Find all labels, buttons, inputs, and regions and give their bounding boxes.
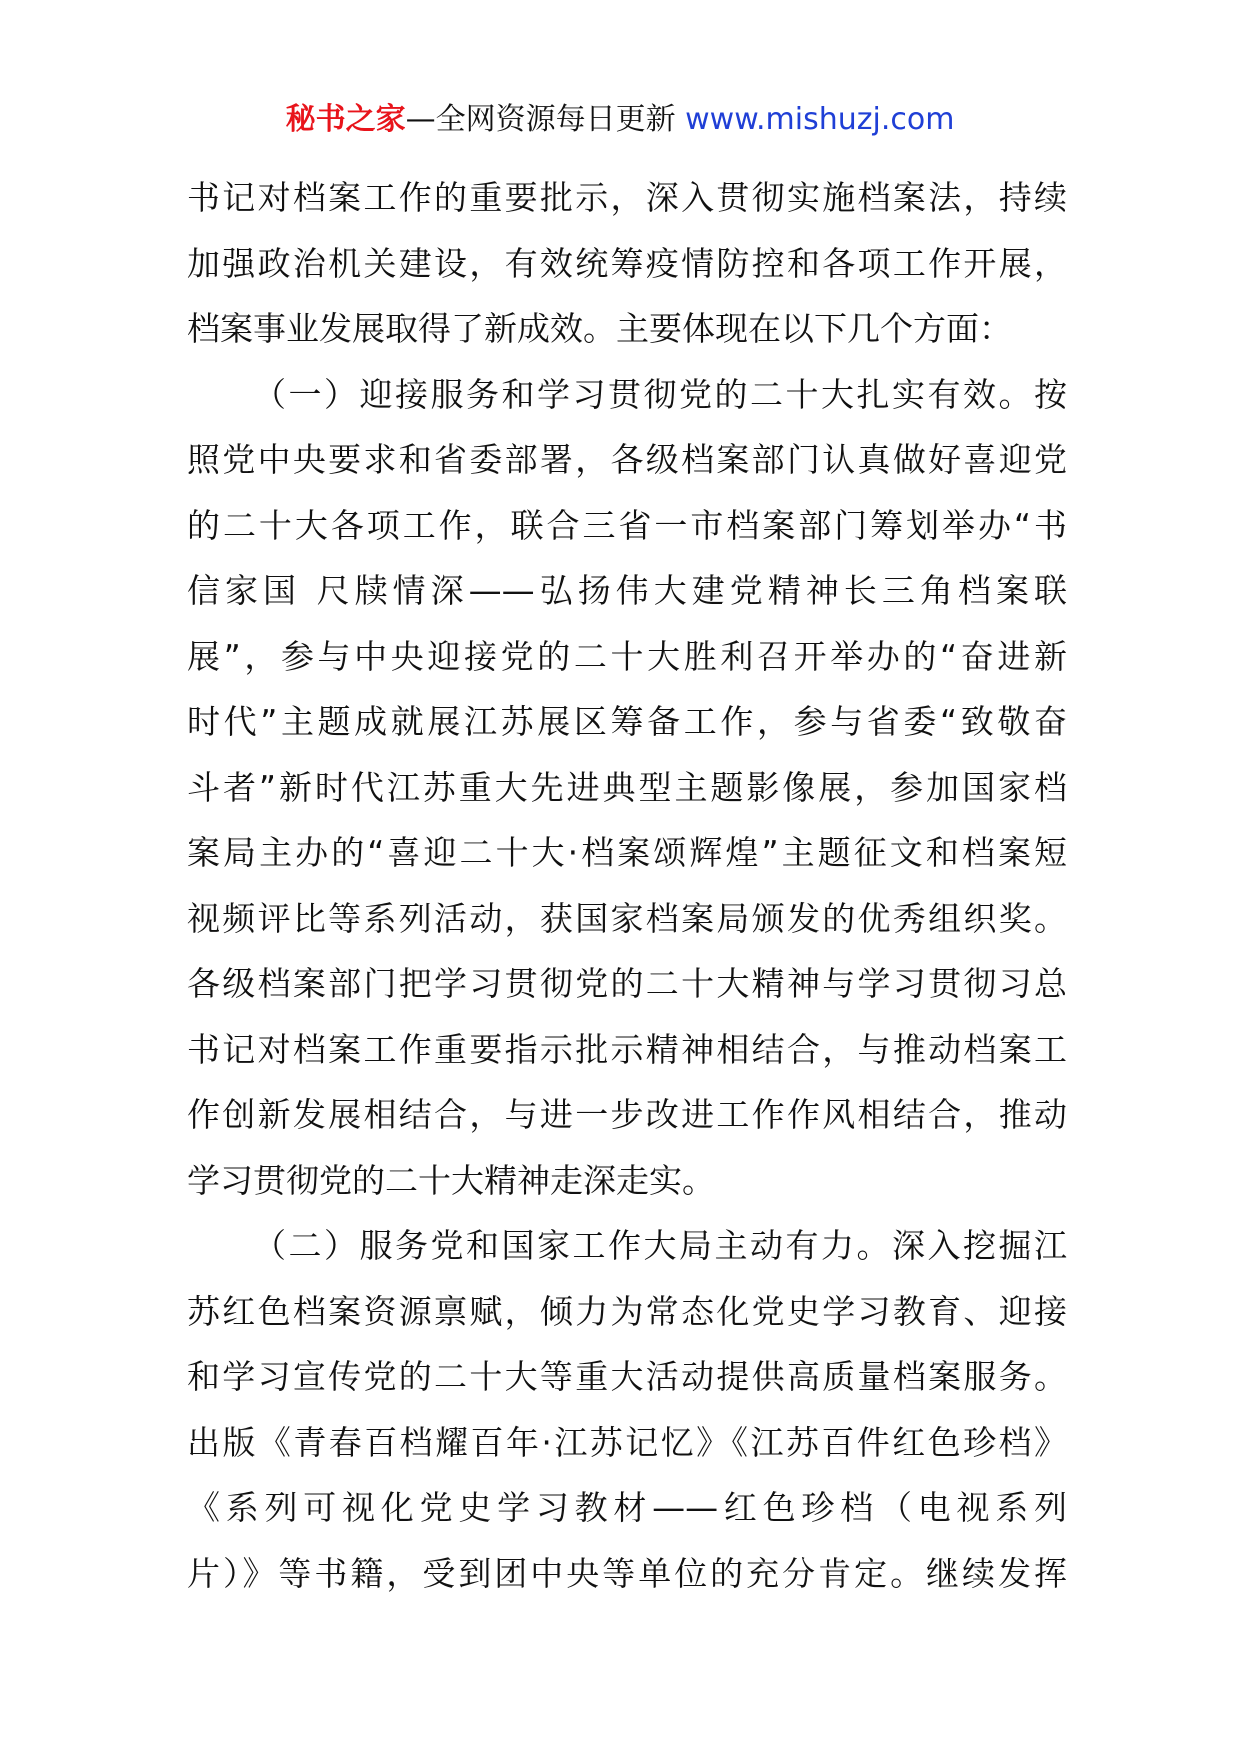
text-line: 斗者”新时代江苏重大先进典型主题影像展，参加国家档 — [187, 767, 1067, 807]
text-line: 片）》等书籍，受到团中央等单位的充分肯定。继续发挥 — [187, 1553, 1067, 1593]
text-line: 案局主办的“喜迎二十大·档案颂辉煌”主题征文和档案短 — [187, 833, 1067, 872]
text-line: 作创新发展相结合，与进一步改进工作作风相结合，推动 — [187, 1095, 1067, 1134]
text-line: 视频评比等系列活动，获国家档案局颁发的优秀组织奖。 — [187, 898, 1067, 938]
site-tagline: —全网资源每日更新 — [405, 102, 686, 137]
text-line: 学习贯彻党的二十大精神走深走实。 — [187, 1160, 715, 1200]
site-header — [0, 100, 1240, 140]
text-line: 书记对档案工作重要指示批示精神相结合，与推动档案工 — [187, 1029, 1067, 1069]
site-url-link[interactable]: www.mishuzj.com — [685, 102, 955, 137]
text-line: 照党中央要求和省委部署，各级档案部门认真做好喜迎党 — [187, 440, 1067, 479]
site-brand: 秘书之家 — [285, 102, 406, 137]
text-line: 和学习宣传党的二十大等重大活动提供高质量档案服务。 — [187, 1357, 1067, 1396]
text-line: 《系列可视化党史学习教材——红色珍档（电视系列 — [187, 1488, 1067, 1527]
text-line: 的二十大各项工作，联合三省一市档案部门筹划举办“书 — [187, 505, 1067, 545]
text-line: 书记对档案工作的重要批示，深入贯彻实施档案法，持续 — [187, 178, 1067, 217]
text-line: 各级档案部门把学习贯彻党的二十大精神与学习贯彻习总 — [187, 964, 1067, 1003]
section-heading-line: （二）服务党和国家工作大局主动有力。深入挖掘江 — [253, 1226, 1067, 1265]
text-line: 时代”主题成就展江苏展区筹备工作，参与省委“致敬奋 — [187, 702, 1067, 741]
text-line: 信家国 尺牍情深——弘扬伟大建党精神长三角档案联 — [187, 571, 1067, 610]
section-heading-line: （一）迎接服务和学习贯彻党的二十大扎实有效。按 — [253, 374, 1067, 414]
text-line: 档案事业发展取得了新成效。主要体现在以下几个方面： — [187, 309, 1012, 348]
text-line: 展”，参与中央迎接党的二十大胜利召开举办的“奋进新 — [187, 636, 1067, 676]
text-line: 加强政治机关建设，有效统筹疫情防控和各项工作开展， — [187, 243, 1067, 283]
text-line: 出版《青春百档耀百年·江苏记忆》《江苏百件红色珍档》 — [187, 1422, 1067, 1462]
text-line: 苏红色档案资源禀赋，倾力为常态化党史学习教育、迎接 — [187, 1291, 1067, 1331]
document-body — [187, 165, 1067, 1606]
